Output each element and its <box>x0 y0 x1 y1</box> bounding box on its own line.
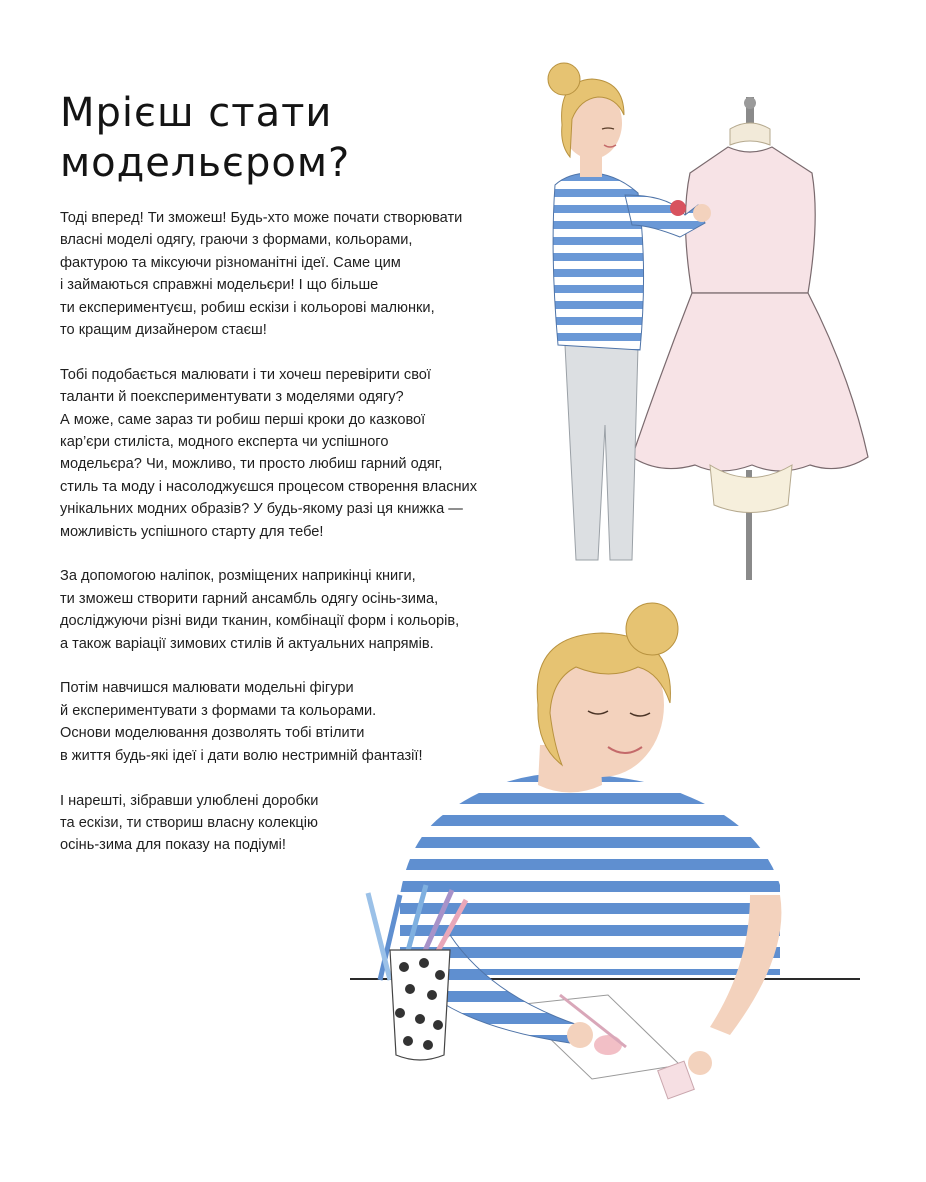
mannequin-illustration <box>520 45 880 595</box>
text-line: ти експериментуєш, робиш ескізи і кольорові малюнки, <box>60 299 435 316</box>
text-line: стиль та моду і насолоджуєшся процесом створення власних <box>60 478 478 495</box>
text-line: Потім навчишся малювати модельні фігури <box>60 680 354 697</box>
text-line: таланти й поекспериментувати з моделями одягу? <box>60 389 404 406</box>
text-line: то кращим дизайнером стаєш! <box>60 322 267 339</box>
text-line: та ескізи, ти створиш власну колекцію <box>60 814 318 831</box>
text-line: фактурою та міксуючи різноманітні ідеї. Саме цим <box>60 254 401 271</box>
text-line: Основи моделювання дозволять тобі втілити <box>60 725 365 742</box>
text-line: кар’єри стиліста, модного експерта чи успішного <box>60 434 389 451</box>
text-line: досліджуючи різні види тканин, комбінації форм і кольорів, <box>60 613 460 630</box>
page-title <box>60 88 480 188</box>
text-line: ти зможеш створити гарний ансамбль одягу осінь-зима, <box>60 590 439 607</box>
mannequin <box>632 97 868 580</box>
text-line: модельєра? Чи, можливо, ти просто любиш гарний одяг, <box>60 456 443 473</box>
text-line: можливість успішного старту для тебе! <box>60 523 324 540</box>
text-line: За допомогою наліпок, розміщених наприкінці книги, <box>60 568 416 585</box>
paragraph-1 <box>60 207 500 341</box>
text-line: і займаються справжні модельєри! І що більше <box>60 277 379 294</box>
text-line: осінь-зима для показу на подіумі! <box>60 837 286 854</box>
paragraph-2 <box>60 364 500 543</box>
text-line: Тобі подобається малювати і ти хочеш перевірити свої <box>60 366 431 383</box>
dress-skirt <box>632 293 868 471</box>
text-line: І нарешті, зібравши улюблені доробки <box>60 792 319 809</box>
text-line: й експериментувати з формами та кольорами. <box>60 702 377 719</box>
text-line: унікальних модних образів? У будь-якому разі ця книжка — <box>60 501 463 518</box>
woman-at-desk <box>350 603 860 1099</box>
text-line: в життя будь-які ідеї і дати волю нестримній фантазії! <box>60 747 423 764</box>
sketching-illustration <box>340 595 880 1115</box>
title-line-1: Мрієш стати <box>60 90 333 136</box>
text-line: Тоді вперед! Ти зможеш! Будь-хто може почати створювати <box>60 210 463 226</box>
text-line: власні моделі одягу, граючи з формами, кольорами, <box>60 232 413 249</box>
text-line: а також варіації зимових стилів й актуальних напрямів. <box>60 635 434 652</box>
text-line: А може, саме зараз ти робиш перші кроки до казкової <box>60 411 426 428</box>
title-line-2: модельєром? <box>60 140 351 186</box>
